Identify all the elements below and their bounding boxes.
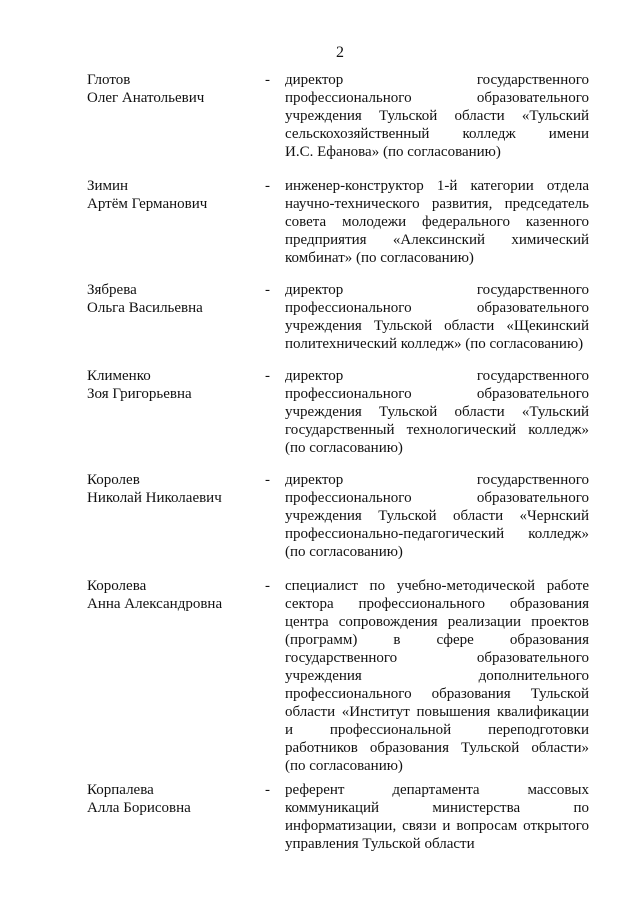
member-surname: Глотов [87,72,131,88]
position-line: инженер-конструктор 1-й категории отдела [285,178,589,194]
position-line: (по согласованию) [285,544,403,560]
position-line: специалист по учебно-методической работе [285,578,589,594]
member-given-names: Зоя Григорьевна [87,386,192,402]
member-name [87,471,257,507]
entry-dash: - [265,578,270,594]
member-given-names: Алла Борисовна [87,800,191,816]
member-position [285,577,589,775]
position-line: (по согласованию) [285,758,403,774]
position-line: коммуникаций министерства по [285,800,589,816]
member-surname: Королев [87,472,140,488]
position-line: профессионально-педагогический колледж» [285,526,589,542]
position-line: профессионального образовательного [285,300,589,316]
position-line: учреждения Тульской области «Чернский [285,508,589,524]
member-position [285,367,589,457]
position-line: директор государственного [285,72,589,88]
entry-dash: - [265,782,270,798]
member-name [87,177,257,213]
position-line: директор государственного [285,368,589,384]
member-surname: Королева [87,578,147,594]
member-surname: Зимин [87,178,129,194]
position-line: референт департамента массовых [285,782,589,798]
position-line: предприятия «Алексинский химический [285,232,589,248]
position-line: (программ) в сфере образования [285,632,589,648]
position-line: государственного образовательного [285,650,589,666]
position-line: государственный технологический колледж» [285,422,589,438]
position-line: работников образования Тульской области» [285,740,589,756]
page-number: 2 [336,44,344,61]
position-line: учреждения Тульской области «Тульский [285,404,589,420]
position-line: учреждения Тульской области «Тульский [285,108,589,124]
position-line: комбинат» (по согласованию) [285,250,474,266]
position-line: учреждения Тульской области «Щекинский [285,318,589,334]
entry-dash: - [265,282,270,298]
member-position [285,781,589,853]
entry-dash: - [265,368,270,384]
member-name [87,577,257,613]
position-line: управления Тульской области [285,836,475,852]
position-line: (по согласованию) [285,440,403,456]
member-given-names: Олег Анатольевич [87,90,205,106]
position-line: профессионального образовательного [285,90,589,106]
position-line: центра сопровождения реализации проектов [285,614,589,630]
member-name [87,281,257,317]
member-position [285,177,589,267]
member-position [285,281,589,353]
member-surname: Клименко [87,368,151,384]
member-position [285,471,589,561]
position-line: учреждения дополнительного [285,668,589,684]
position-line: профессионального образовательного [285,490,589,506]
position-line: директор государственного [285,472,589,488]
position-line: научно-технического развития, председатель [285,196,589,212]
position-line: и профессиональной переподготовки [285,722,589,738]
position-line: политехнический колледж» (по согласованию) [285,336,584,352]
member-surname: Зябрева [87,282,137,298]
position-line: И.С. Ефанова» (по согласованию) [285,144,501,160]
member-position [285,71,589,161]
member-given-names: Артём Германович [87,196,208,212]
entry-dash: - [265,472,270,488]
member-given-names: Ольга Васильевна [87,300,203,316]
member-name [87,71,257,107]
position-line: профессионального образования Тульской [285,686,589,702]
member-name [87,781,257,817]
position-line: профессионального образовательного [285,386,589,402]
member-given-names: Анна Александровна [87,596,223,612]
position-line: информатизации, связи и вопросам открытого [285,818,589,834]
position-line: совета молодежи федерального казенного [285,214,589,230]
position-line: сельскохозяйственный колледж имени [285,126,589,142]
position-line: директор государственного [285,282,589,298]
entry-dash: - [265,72,270,88]
entry-dash: - [265,178,270,194]
member-surname: Корпалева [87,782,154,798]
position-line: сектора профессионального образования [285,596,589,612]
member-given-names: Николай Николаевич [87,490,222,506]
position-line: области «Институт повышения квалификации [285,704,589,720]
member-name [87,367,257,403]
